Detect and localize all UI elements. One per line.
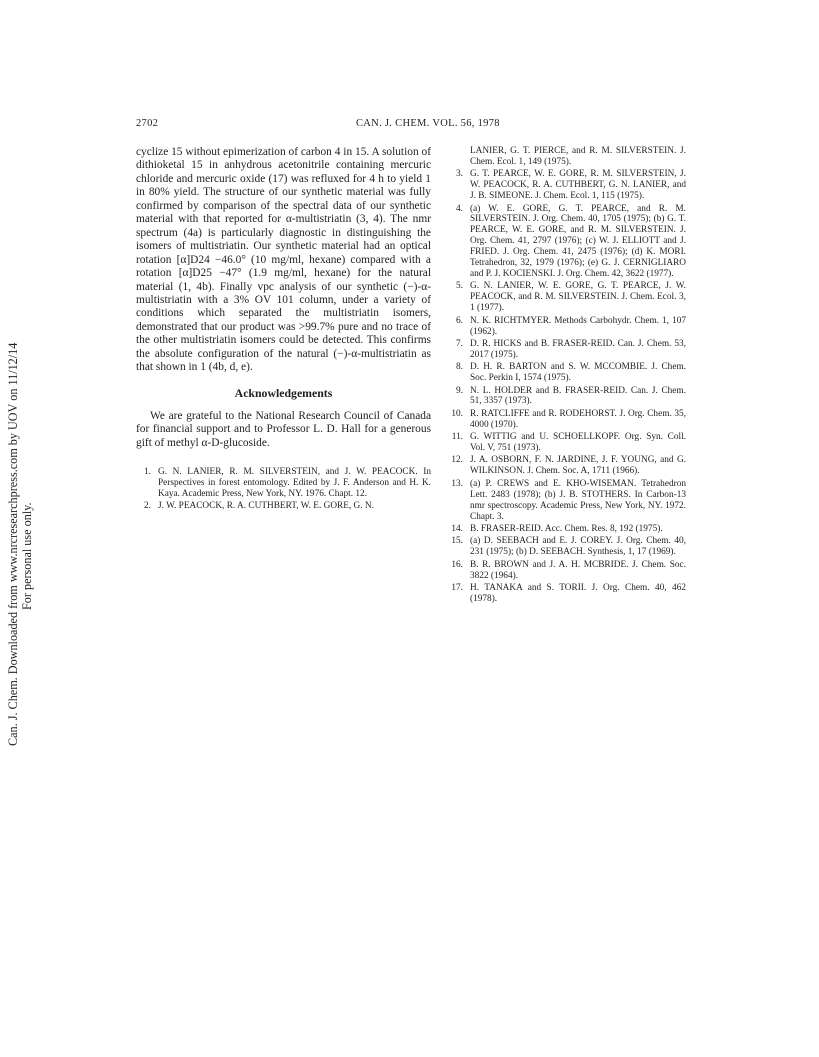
reference-item xyxy=(448,560,686,582)
reference-item xyxy=(448,455,686,477)
reference-text: J. A. OSBORN, F. N. JARDINE, J. F. YOUNG, and G. WILKINSON. J. Chem. Soc. A, 1711 (1966). xyxy=(470,455,686,477)
reference-item xyxy=(448,583,686,605)
reference-item xyxy=(448,536,686,558)
reference-number: 8. xyxy=(456,362,463,373)
reference-item xyxy=(448,169,686,202)
reference-text: B. R. BROWN and J. A. H. MCBRIDE. J. Chem. Soc. 3822 (1964). xyxy=(470,559,686,581)
reference-text: G. N. LANIER, R. M. SILVERSTEIN, and J. W. PEACOCK. In Perspectives in forest entomology. Edited by J. F. Anderson and H. K. Kaya. Academic Press, New York, NY. 1976. Chapt. 12. xyxy=(158,467,431,499)
reference-item xyxy=(448,316,686,338)
reference-text: G. T. PEARCE, W. E. GORE, R. M. SILVERSTEIN, J. W. PEACOCK, R. A. CUTHBERT, G. N. LANIER, and J. B. SIMEONE. J. Chem. Ecol. 1, 115 (1975). xyxy=(470,169,686,202)
watermark-line-personal-use: For personal use only. xyxy=(20,502,34,610)
watermark-line-download: Can. J. Chem. Downloaded from www.nrcresearchpress.com by UOV on 11/12/14 xyxy=(6,342,20,746)
acknowledgements-heading: Acknowledgements xyxy=(234,385,333,400)
reference-text: J. W. PEACOCK, R. A. CUTHBERT, W. E. GORE, G. N. xyxy=(158,501,374,512)
reference-number: 11. xyxy=(451,432,463,443)
left-column xyxy=(136,146,431,514)
reference-number: 4. xyxy=(456,203,463,214)
reference-text: LANIER, G. T. PIERCE, and R. M. SILVERSTEIN. J. Chem. Ecol. 1, 149 (1975). xyxy=(470,146,686,167)
reference-item xyxy=(448,281,686,314)
reference-number: 6. xyxy=(456,315,463,326)
reference-number: 14. xyxy=(451,523,463,534)
reference-text: D. H. R. BARTON and S. W. MCCOMBIE. J. Chem. Soc. Perkin I, 1574 (1975). xyxy=(470,362,686,384)
reference-number: 13. xyxy=(451,478,463,489)
reference-text: H. TANAKA and S. TORII. J. Org. Chem. 40, 462 (1978). xyxy=(470,582,686,604)
reference-number: 12. xyxy=(451,455,463,466)
reference-text: R. RATCLIFFE and R. RODEHORST. J. Org. Chem. 35, 4000 (1970). xyxy=(470,408,686,430)
right-column xyxy=(448,146,686,606)
reference-list-left xyxy=(136,467,431,512)
reference-item xyxy=(448,362,686,384)
reference-item xyxy=(448,204,686,280)
reference-item xyxy=(448,479,686,523)
reference-list-right xyxy=(448,146,686,605)
reference-item xyxy=(448,409,686,431)
reference-text: G. WITTIG and U. SCHOELLKOPF. Org. Syn. Coll. Vol. V, 751 (1973). xyxy=(470,432,686,454)
acknowledgements-text: We are grateful to the National Research Council of Canada for financial support and to Professor L. D. Hall for a generous gift of methyl α-D-glucoside. xyxy=(136,409,431,449)
reference-text: N. L. HOLDER and B. FRASER-REID. Can. J. Chem. 51, 3357 (1973). xyxy=(470,385,686,407)
reference-item xyxy=(136,467,431,500)
reference-number: 1. xyxy=(144,467,151,478)
reference-text: (a) P. CREWS and E. KHO-WISEMAN. Tetrahedron Lett. 2483 (1978); (b) J. B. STOTHERS. In Carbon-13 nmr spectroscopy. Academic Press, New York, NY. 1972. Chapt. 3. xyxy=(470,478,686,522)
reference-number: 10. xyxy=(451,408,463,419)
reference-number: 2. xyxy=(144,501,151,512)
reference-text: B. FRASER-REID. Acc. Chem. Res. 8, 192 (1975). xyxy=(470,523,663,534)
journal-running-title: CAN. J. CHEM. VOL. 56, 1978 xyxy=(356,118,500,129)
reference-item xyxy=(448,386,686,408)
reference-item xyxy=(136,501,431,512)
reference-text: G. N. LANIER, W. E. GORE, G. T. PEARCE, J. W. PEACOCK, and R. M. SILVERSTEIN. J. Chem. Ecol. 3, 1 (1977). xyxy=(470,281,686,314)
download-watermark xyxy=(0,0,34,1057)
reference-item xyxy=(448,524,686,535)
reference-item xyxy=(448,146,686,168)
reference-text: N. K. RICHTMYER. Methods Carbohydr. Chem. 1, 107 (1962). xyxy=(470,315,686,337)
reference-text: (a) W. E. GORE, G. T. PEARCE, and R. M. SILVERSTEIN. J. Org. Chem. 40, 1705 (1975); (b) G. T. PEARCE, W. E. GORE, and R. M. SILVERSTEIN. J. Org. Chem. 41, 2797 (1976); (c) W. J. ELLIOTT and J. FRIED. J. Org. Chem. 41, 2475 (1976); (d) K. MORI. Tetrahedron, 32, 1979 (1976); (e) G. J. CERNIGLIARO and P. J. KOCIENSKI. J. Org. Chem. 42, 3622 (1977). xyxy=(470,203,686,279)
reference-number: 5. xyxy=(456,281,463,292)
reference-item xyxy=(448,339,686,361)
reference-number: 17. xyxy=(451,582,463,593)
reference-number: 9. xyxy=(456,385,463,396)
reference-item xyxy=(448,432,686,454)
reference-number: 16. xyxy=(451,559,463,570)
reference-number: 3. xyxy=(456,169,463,180)
reference-number: 7. xyxy=(456,338,463,349)
reference-number: 15. xyxy=(451,536,463,547)
reference-text: D. R. HICKS and B. FRASER-REID. Can. J. Chem. 53, 2017 (1975). xyxy=(470,338,686,360)
reference-text: (a) D. SEEBACH and E. J. COREY. J. Org. Chem. 40, 231 (1975); (b) D. SEEBACH. Synthesis, 1, 17 (1969). xyxy=(470,536,686,558)
body-paragraph: cyclize 15 without epimerization of carbon 4 in 15. A solution of dithioketal 15 in anhydrous acetonitrile containing mercuric chloride and mercuric oxide (17) was refluxed for 4 h to yield 1 in 80% yield. The structure of our synthetic material was fully confirmed by comparison of the spectral data of our synthetic material with that reported for α-multistriatin (3, 4). The nmr spectrum (4a) is particularly diagnostic in distinguishing the isomers of multistriatin. Our synthetic material had an optical rotation [α]D24 −46.0° (10 mg/ml, hexane) compared with a rotation [α]D25 −47° (1.9 mg/ml, hexane) for the natural material (1, 4b). Finally vpc analysis of our synthetic (−)-α-multistriatin with a 3% OV 101 column, under a variety of conditions which separated the multistriatin isomers, demonstrated that our product was >99.7% pure and no trace of the other multistriatin isomers could be detected. This confirms the absolute configuration of the natural (−)-α-multistriatin as that shown in 1 (4b, d, e). xyxy=(136,146,431,374)
page-number: 2702 xyxy=(136,118,159,129)
